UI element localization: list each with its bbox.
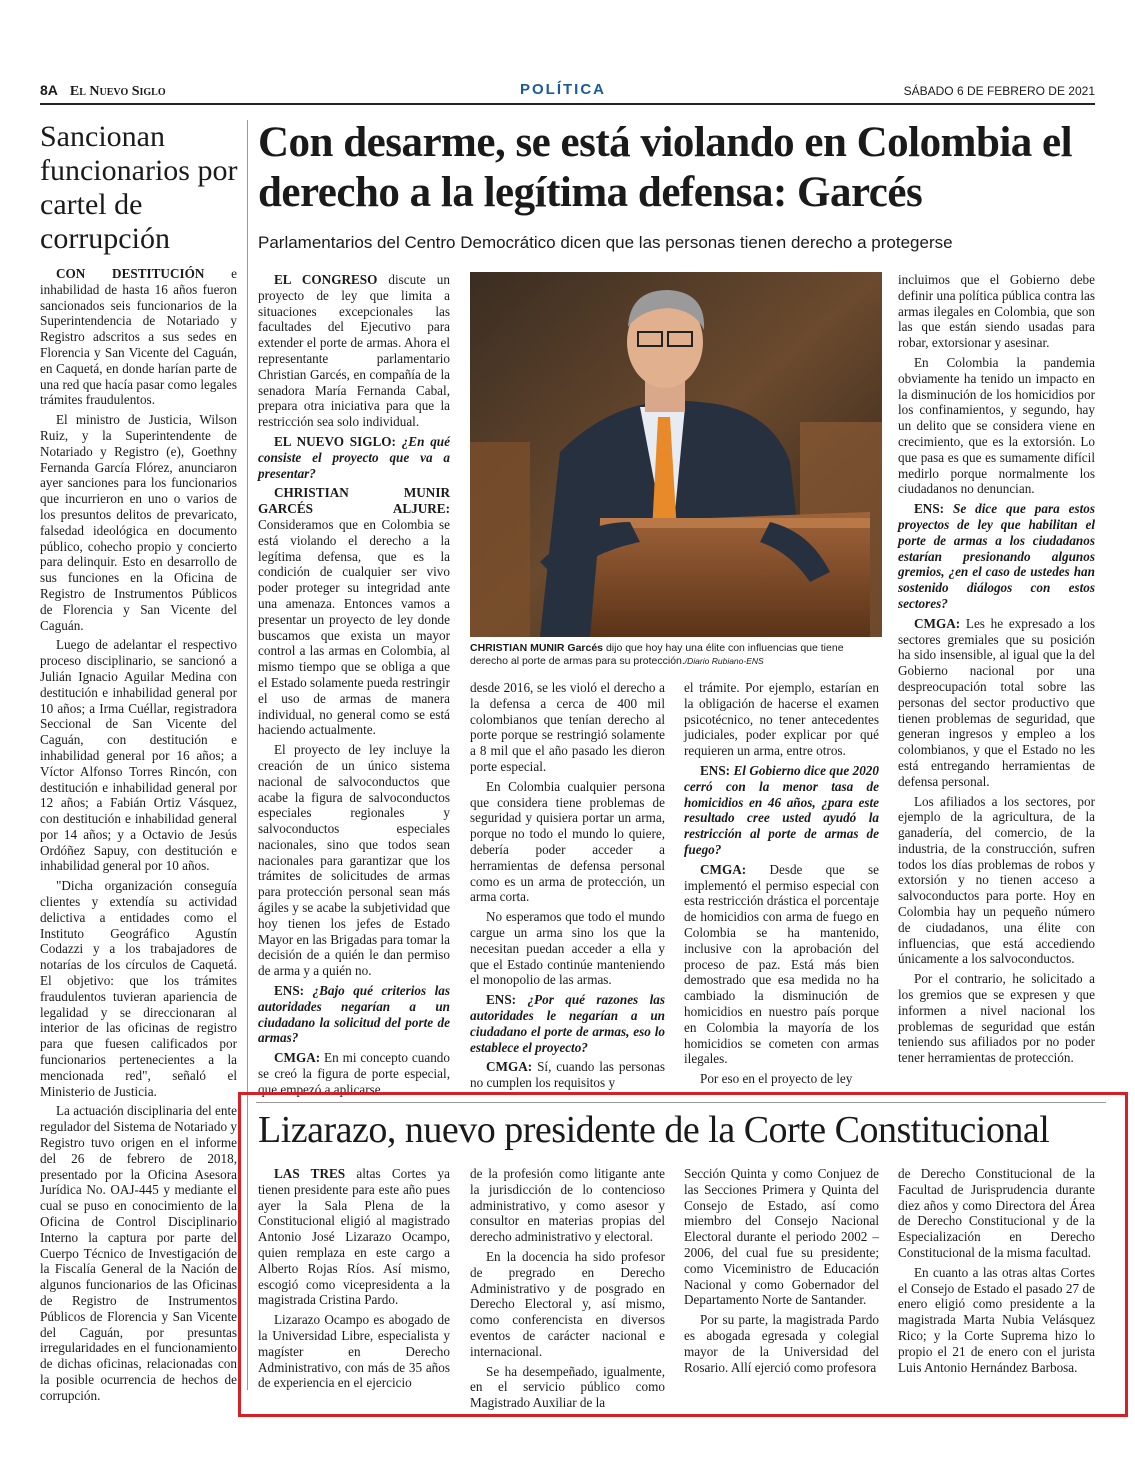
paragraph-text: Consideramos que en Colombia se está violando el derecho a la legítima defensa, que es la condición de cualquier ser vivo poder proteger su integridad ante una amenaza. Entonces vamos a presentar un proyecto de ley donde buscamos que exista un mayor control a las armas en Colombia, al mismo tiempo que se obliga a que el Estado solamente pueda restringir el uso de armas de manera individual, no general como se está haciendo actualmente.: [258, 516, 450, 738]
paragraph-lead: LAS TRES: [274, 1166, 346, 1181]
paragraph-text: Luego de adelantar el respectivo proceso disciplinario, se sancionó a Julián Ignacio Aguilar Medina con destitución e inhabilidad general por 10 años; a Irma Cuéllar, registradora Seccional de San Vicente del Caguán, con destitución e inhabilidad general por 16 años; a Víctor Alfonso Torres Rincón, con destitución e inhabilidad general por 12 años; a Fabián Ortiz Vásquez, con destitución e inhabilidad general por 14 años; y a Octavio de Jesús Ordóñez Sapuy, con destitución e inhabilidad general por 10 años.: [40, 637, 237, 874]
page-number: 8A: [40, 82, 58, 98]
paragraph: [258, 485, 450, 738]
interview-question: El Gobierno dice que 2020 cerró con la menor tasa de homicidios en 46 años, ¿para este resultado cree usted ayudó la restricción al porte de armas de fuego?: [684, 762, 879, 857]
main-article-subtitle: Parlamentarios del Centro Democrático dicen que las personas tienen derecho a protegerse: [258, 233, 953, 252]
paragraph: [898, 355, 1095, 497]
paragraph-text: "Dicha organización conseguía clientes y extendía su actividad delictiva a entidades como el Instituto Geográfico Agustín Codazzi y a los trabajadores de notarías de los círculos de Caquetá. El objetivo: que los trámites fraudulentos tuvieran apariencia de legalidad y se direccionaran al interior de las oficinas de registro para que fuesen calificados por funcionarios pertenecientes a la mencionada red", señaló el Ministerio de Justicia.: [40, 878, 237, 1099]
paragraph: [258, 1050, 450, 1097]
page-header-left: [40, 82, 166, 100]
paragraph-text: e inhabilidad de hasta 16 años fueron sancionados seis funcionarios de la Superintendencia de Notariado y Registro adscritos a sus sedes en Florencia y San Vicente del Caguán, en Caquetá, en donde harían parte de una red que hacía pasar como legales trámites fraudulentos.: [40, 266, 237, 408]
paragraph-text: No esperamos que todo el mundo cargue un arma sino los que la necesitan puedan acceder a ella y que el Estado continúe manteniendo el monopolio de las armas.: [470, 909, 665, 988]
paragraph: [470, 1249, 665, 1360]
paragraph: [684, 763, 879, 858]
paragraph-text: El ministro de Justicia, Wilson Ruiz, y la Superintendente de Notariado y Registro (e), Goethny Fernanda García Flórez, anunciaron ayer sanciones para los funcionarios que incurrieron en uno o varios de los presuntos delitos de prevaricato, falsedad ideológica en documento público, cohecho propio y concierto para delinquir. Esto en desarrollo de sus funciones en la Oficina de Registro de Instrumentos Públicos de Florencia y San Vicente del Caguán.: [40, 412, 237, 633]
interview-question: ¿En qué consiste el proyecto que va a presentar?: [258, 433, 450, 481]
paragraph: [470, 680, 665, 775]
bottom-article-title: Lizarazo, nuevo presidente de la Corte Constitucional: [258, 1109, 1050, 1151]
paragraph: [40, 637, 237, 874]
issue-date: SÁBADO 6 DE FEBRERO DE 2021: [903, 84, 1095, 98]
paragraph-text: discute un proyecto de ley que limita a situaciones excepcionales las facultades del Ejecutivo para extender el porte de armas. Ahora el representante parlamentario Christian Garcés, en compañía de la senadora María Fernanda Cabal, prepara otra iniciativa para que la restricción sea solo individual.: [258, 272, 450, 430]
paragraph-text: La actuación disciplinaria del ente regulador del Sistema de Notariado y Registro tuvo origen en el informe del 26 de febrero de 2018, presentado por la Oficina Asesora Jurídica No. OAJ-445 y mediante el cual se puso en conocimiento de la Oficina de Control Disciplinario Interno la captura por parte del Cuerpo Técnico de Investigación de la Fiscalía General de la Nación de algunos funcionarios de las Oficinas de Registro de Instrumentos Públicos de Florencia y San Vicente del Caguán, por presuntas irregularidades en el funcionamiento de dichas oficinas, relacionadas con la posible ocurrencia de hechos de corrupción.: [40, 1103, 237, 1403]
paragraph-text: Les he expresado a los sectores gremiales que su posición ha sido insensible, al igual que la del Gobierno nacional por una despreocupación total sobre las personas del sector productivo que tienen problemas de seguridad, que generan ingresos y empleo a los colombianos, y que el Estado no les está entregando herramientas de defensa personal.: [898, 615, 1095, 789]
paragraph: [470, 779, 665, 905]
paragraph-lead: EL NUEVO SIGLO:: [274, 433, 396, 449]
photo-illustration: [470, 272, 882, 637]
paragraph-lead: ENS:: [700, 762, 731, 778]
paragraph: [898, 794, 1095, 968]
paragraph-text: incluimos que el Gobierno debe definir una política pública contra las armas ilegales en Colombia, que son las que están siendo usadas para robar, extorsionar y asesinar.: [898, 272, 1095, 351]
paragraph-text: altas Cortes ya tienen presidente para este año pues ayer la Sala Plena de la Constitucional eligió al magistrado Antonio José Lizarazo Ocampo, quien remplaza en este cargo a Alberto Rojas Ríos. Así mismo, escogió como vicepresidenta a la magistrada Cristina Pardo.: [258, 1166, 450, 1308]
paragraph-text: Por el contrario, he solicitado a los gremios que se expresen y que informen a nivel nacional los problemas de seguridad que están teniendo sus afiliados por no poder tener herramientas de protección.: [898, 971, 1095, 1066]
paragraph-text: Lizarazo Ocampo es abogado de la Universidad Libre, especialista y magíster en Derecho Administrativo, con más de 35 años de experiencia en el ejercicio: [258, 1312, 450, 1391]
paragraph: [258, 1312, 450, 1391]
paragraph-text: de la profesión como litigante ante la jurisdicción de lo contencioso administrativo, y como asesor y consultor en materias propias del derecho administrativo y electoral.: [470, 1166, 665, 1245]
main-article-column-1: [258, 272, 450, 1102]
paragraph: [684, 862, 879, 1067]
section-name: POLÍTICA: [520, 81, 606, 98]
paragraph: [898, 1265, 1095, 1376]
paragraph-lead: CMGA:: [486, 1059, 533, 1075]
bottom-article-rule: [256, 1102, 1106, 1103]
bottom-article-column-3: [684, 1166, 879, 1379]
paragraph-text: Desde que se implementó el permiso especial con esta restricción drástica el porcentaje de homicidios con arma de fuego en Colombia se ha mantenido, inclusive con la aprobación del proceso de paz. Está más bien demostrado que esa medida no ha cambiado la disminución de homicidios en nuestro país porque en Colombia la mayoría de los homicidios se cometen con armas ilegales.: [684, 861, 879, 1067]
caption-name: CHRISTIAN MUNIR Garcés: [470, 642, 604, 654]
paragraph: [258, 983, 450, 1046]
paragraph-text: En mi concepto cuando se creó la figura de porte especial, que empezó a aplicarse: [258, 1050, 450, 1097]
paragraph: [684, 1312, 879, 1375]
paragraph-text: En cuanto a las otras altas Cortes el Consejo de Estado el pasado 27 de enero eligió como presidente a la magistrada Marta Nubia Velásquez Rico; y la Corte Suprema hizo lo propio el 21 de enero con el jurista Luis Antonio Hernández Barbosa.: [898, 1264, 1095, 1375]
paragraph: [258, 272, 450, 430]
paragraph-text: Se ha desempeñado, igualmente, en el servicio público como Magistrado Auxiliar de la: [470, 1363, 665, 1411]
side-article-title: Sancionan funcionarios por cartel de corrupción: [40, 120, 238, 255]
interview-question: ¿Por qué razones las autoridades le negarían a un ciudadano el porte de armas, eso lo establece el proyecto?: [470, 992, 665, 1055]
paragraph: [40, 1103, 237, 1403]
main-article-column-4: [898, 272, 1095, 1070]
paragraph: [684, 680, 879, 759]
paragraph: [470, 909, 665, 988]
paragraph-lead: CMGA:: [700, 861, 747, 877]
paragraph-lead: CON DESTITUCIÓN: [56, 266, 205, 281]
paragraph: [470, 992, 665, 1055]
photo-credit: /Diario Rubiano-ENS: [684, 656, 764, 666]
paragraph-lead: CMGA:: [274, 1050, 321, 1066]
caption-text: dijo que hoy hay una élite con influencias que tiene derecho al porte de armas para su protección.: [470, 642, 844, 667]
interview-question: ¿Bajo qué criterios las autoridades negarían a un ciudadano la solicitud del porte de armas?: [258, 983, 450, 1046]
paragraph-text: En Colombia la pandemia obviamente ha tenido un impacto en la disminución de los homicidios por los confinamientos, y segundo, hay un delito que se considera viene en crecimiento, que es la extorsión. Lo que pasa es que es sumamente difícil medirlo porque normalmente los ciudadanos no denuncian.: [898, 354, 1095, 497]
newspaper-name: El Nuevo Siglo: [69, 84, 166, 99]
paragraph: [470, 1166, 665, 1245]
paragraph-text: Sí, cuando las personas no cumplen los requisitos y: [470, 1059, 665, 1091]
paragraph-text: El proyecto de ley incluye la creación de un único sistema nacional de salvoconductos que acabe la figura de salvoconductos especiales regionales y salvoconductos especiales nacionales, sino que todos sean nacionales para garantizar que los trámites de solicitudes de armas para protección personal sean más ágiles y se acabe la subjetividad que hoy tienen los jefes de Estado Mayor en las Brigadas para tomar la decisión de a quién le dan permiso de arma y a quién no.: [258, 742, 450, 979]
paragraph: [684, 1071, 879, 1087]
bottom-article-column-1: [258, 1166, 450, 1395]
paragraph: [898, 1166, 1095, 1261]
bottom-article-column-4: [898, 1166, 1095, 1379]
main-article-column-2: [470, 680, 665, 1095]
bottom-article-column-2: [470, 1166, 665, 1415]
paragraph: [40, 266, 237, 408]
paragraph: [898, 272, 1095, 351]
article-photo: [470, 272, 882, 637]
photo-caption: [470, 642, 882, 668]
paragraph: [898, 616, 1095, 790]
paragraph-lead: ENS:: [274, 983, 305, 999]
paragraph: [470, 1364, 665, 1411]
paragraph-text: el trámite. Por ejemplo, estarían en la obligación de hacerse el examen psicotécnico, no tener antecedentes judiciales, poder explicar por qué requieren un arma, entre otros.: [684, 680, 879, 759]
paragraph-text: Los afiliados a los sectores, por ejemplo de la agricultura, de la ganadería, del comercio, de la industria, de la construcción, sufren todos los días problemas de robos y extorsión y no tienen acceso a salvoconductos para porte. Hoy en Colombia hay un pequeño número de ciudadanos, una élite con influencias, que está accediendo únicamente a los salvoconductos.: [898, 793, 1095, 967]
main-article-column-3: [684, 680, 879, 1091]
paragraph-lead: CHRISTIAN MUNIR GARCÉS ALJURE:: [258, 485, 450, 517]
paragraph-text: En la docencia ha sido profesor de pregrado en Derecho Administrativo y de posgrado en Derecho Electoral y, así mismo, como conferencista en diversos eventos de carácter nacional e internacional.: [470, 1248, 665, 1359]
main-article-title: Con desarme, se está violando en Colombia el derecho a la legítima defensa: Garcés: [258, 119, 1073, 216]
paragraph: [684, 1166, 879, 1308]
paragraph-text: desde 2016, se les violó el derecho a la defensa a cerca de 400 mil colombianos que tenían derecho al porte porque se restringió solamente a 8 mil que el año pasado les dieron porte especial.: [470, 680, 665, 774]
paragraph-text: Sección Quinta y como Conjuez de las Secciones Primera y Quinta del Consejo de Estado, así como miembro del Consejo Nacional Electoral durante el periodo 2002 – 2006, del cual fue su presidente; como Viceministro de Educación Nacional y como Gobernador del Departamento Norte de Santander.: [684, 1166, 879, 1308]
paragraph: [258, 1166, 450, 1308]
paragraph-text: de Derecho Constitucional de la Facultad de Jurisprudencia durante diez años y como Directora del Área de Derecho Constitucional y de la Especialización en Derecho Constitucional de la misma facultad.: [898, 1166, 1095, 1260]
side-article-body: [40, 266, 237, 1408]
paragraph: [898, 971, 1095, 1066]
paragraph: [258, 434, 450, 481]
paragraph: [40, 412, 237, 633]
paragraph-lead: EL CONGRESO: [274, 272, 378, 287]
paragraph: [40, 878, 237, 1099]
paragraph: [258, 742, 450, 979]
paragraph: [898, 501, 1095, 612]
paragraph-lead: ENS:: [914, 501, 945, 517]
paragraph-text: En Colombia cualquier persona que considera tiene problemas de seguridad y quisiera portar un arma, porque no todo el mundo lo quiere, debería poder acceder a herramientas de defensa personal como es un arma de protección, un arma corta.: [470, 778, 665, 905]
paragraph-lead: CMGA:: [914, 615, 961, 631]
paragraph: [470, 1059, 665, 1091]
paragraph-text: Por eso en el proyecto de ley: [700, 1071, 853, 1087]
header-rule: [40, 103, 1095, 105]
paragraph-text: Por su parte, la magistrada Pardo es abogada egresada y colegial mayor de la Universidad del Rosario. Allí ejerció como profesora: [684, 1312, 879, 1375]
paragraph-lead: ENS:: [486, 992, 517, 1008]
interview-question: Se dice que para estos proyectos de ley que habilitan el porte de armas a los ciudadanos estarían presionando algunos gremios, ¿en el caso de ustedes han sostenido diálogos con estos sectores?: [898, 501, 1095, 611]
